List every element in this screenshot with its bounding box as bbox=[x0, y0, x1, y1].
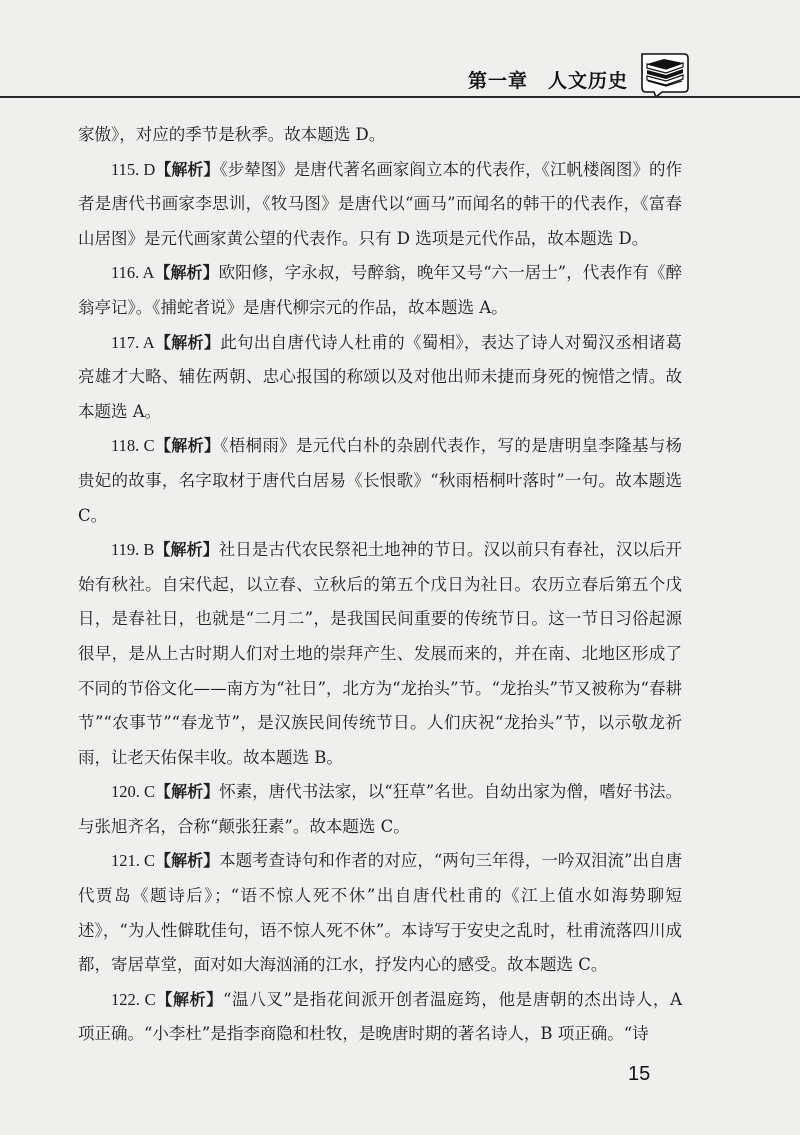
question-number: 121. C bbox=[111, 851, 156, 871]
question-number: 120. C bbox=[111, 782, 156, 802]
analysis-tag: 【解析】 bbox=[155, 159, 220, 179]
analysis-tag: 【解析】 bbox=[155, 851, 220, 871]
paragraph-text: 《步辇图》是唐代著名画家阎立本的代表作，《江帆楼阁图》的作者是唐代书画家李思训，《牧马图》是唐代以“画马”而闻名的韩干的代表作，《富春山居图》是元代画家黄公望的代表作。只有 D 选项是元代作品，故本题选 D。 bbox=[78, 159, 682, 248]
paragraph-text: 欧阳修，字永叔，号醉翁，晚年又号“六一居士”，代表作有《醉翁亭记》。《捕蛇者说》是唐代柳宗元的作品，故本题选 A。 bbox=[78, 263, 682, 317]
paragraph-text: “温八叉”是指花间派开创者温庭筠，他是唐朝的杰出诗人，A 项正确。“小李杜”是指李商隐和杜牧，是晚唐时期的著名诗人，B 项正确。“诗 bbox=[78, 989, 682, 1044]
question-number: 115. D bbox=[111, 159, 156, 179]
analysis-tag: 【解析】 bbox=[154, 263, 219, 283]
chapter-title: 第一章 人文历史 bbox=[467, 70, 628, 92]
answer-121 bbox=[78, 844, 682, 982]
question-number: 116. A bbox=[111, 263, 155, 283]
paragraph-text: 怀素，唐代书法家，以“狂草”名世。自幼出家为僧，嗜好书法。与张旭齐名，合称“颠张狂素”。故本题选 C。 bbox=[78, 782, 682, 836]
answer-119 bbox=[78, 533, 682, 775]
analysis-tag: 【解析】 bbox=[155, 989, 223, 1009]
answer-122 bbox=[78, 983, 682, 1052]
page-number: 15 bbox=[628, 1063, 651, 1085]
answer-116 bbox=[78, 256, 682, 325]
stacked-books-icon bbox=[640, 50, 690, 98]
question-number: 118. C bbox=[111, 436, 155, 456]
paragraph-text: 《梧桐雨》是元代白朴的杂剧代表作，写的是唐明皇李隆基与杨贵妃的故事，名字取材于唐代白居易《长恨歌》“秋雨梧桐叶落时”一句。故本题选 C。 bbox=[78, 436, 682, 525]
analysis-tag: 【解析】 bbox=[155, 782, 220, 802]
paragraph-text: 本题考查诗句和作者的对应，“两句三年得，一吟双泪流”出自唐代贾岛《题诗后》；“语不惊人死不休”出自唐代杜甫的《江上值水如海势聊短述》，“为人性僻耽佳句，语不惊人死不休”。本诗写于安史之乱时，杜甫流落四川成都，寄居草堂，面对如大海汹涌的江水，抒发内心的感受。故本题选 C。 bbox=[78, 851, 682, 975]
paragraph-text: 社日是古代农民祭祀土地神的节日。汉以前只有春社，汉以后开始有秋社。自宋代起，以立春、立秋后的第五个戊日为社日。农历立春后第五个戊日，是春社日，也就是“二月二”，是我国民间重要的传统节日。这一节日习俗起源很早，是从上古时期人们对土地的崇拜产生、发展而来的，并在南、北地区形成了不同的节俗文化——南方为“社日”，北方为“龙抬头”节。“龙抬头”节又被称为“春耕节”“农事节”“春龙节”，是汉族民间传统节日。人们庆祝“龙抬头”节，以示敬龙祈雨，让老天佑保丰收。故本题选 B。 bbox=[78, 540, 682, 767]
question-number: 119. B bbox=[111, 540, 155, 560]
answer-118 bbox=[78, 429, 682, 533]
answer-explanations bbox=[78, 118, 682, 1052]
answer-115 bbox=[78, 153, 682, 257]
header-rule bbox=[0, 96, 800, 98]
paragraph-continuation bbox=[78, 118, 682, 153]
paragraph-text: 家傲》，对应的季节是秋季。故本题选 D。 bbox=[78, 125, 386, 144]
analysis-tag: 【解析】 bbox=[154, 540, 219, 560]
question-number: 117. A bbox=[111, 332, 155, 352]
analysis-tag: 【解析】 bbox=[154, 436, 221, 456]
question-number: 122. C bbox=[111, 989, 156, 1009]
paragraph-text: 此句出自唐代诗人杜甫的《蜀相》，表达了诗人对蜀汉丞相诸葛亮雄才大略、辅佐两朝、忠心报国的称颂以及对他出师未捷而身死的惋惜之情。故本题选 A。 bbox=[78, 332, 682, 421]
answer-120 bbox=[78, 775, 682, 844]
analysis-tag: 【解析】 bbox=[154, 332, 221, 352]
answer-117 bbox=[78, 326, 682, 430]
page-header bbox=[0, 0, 800, 100]
